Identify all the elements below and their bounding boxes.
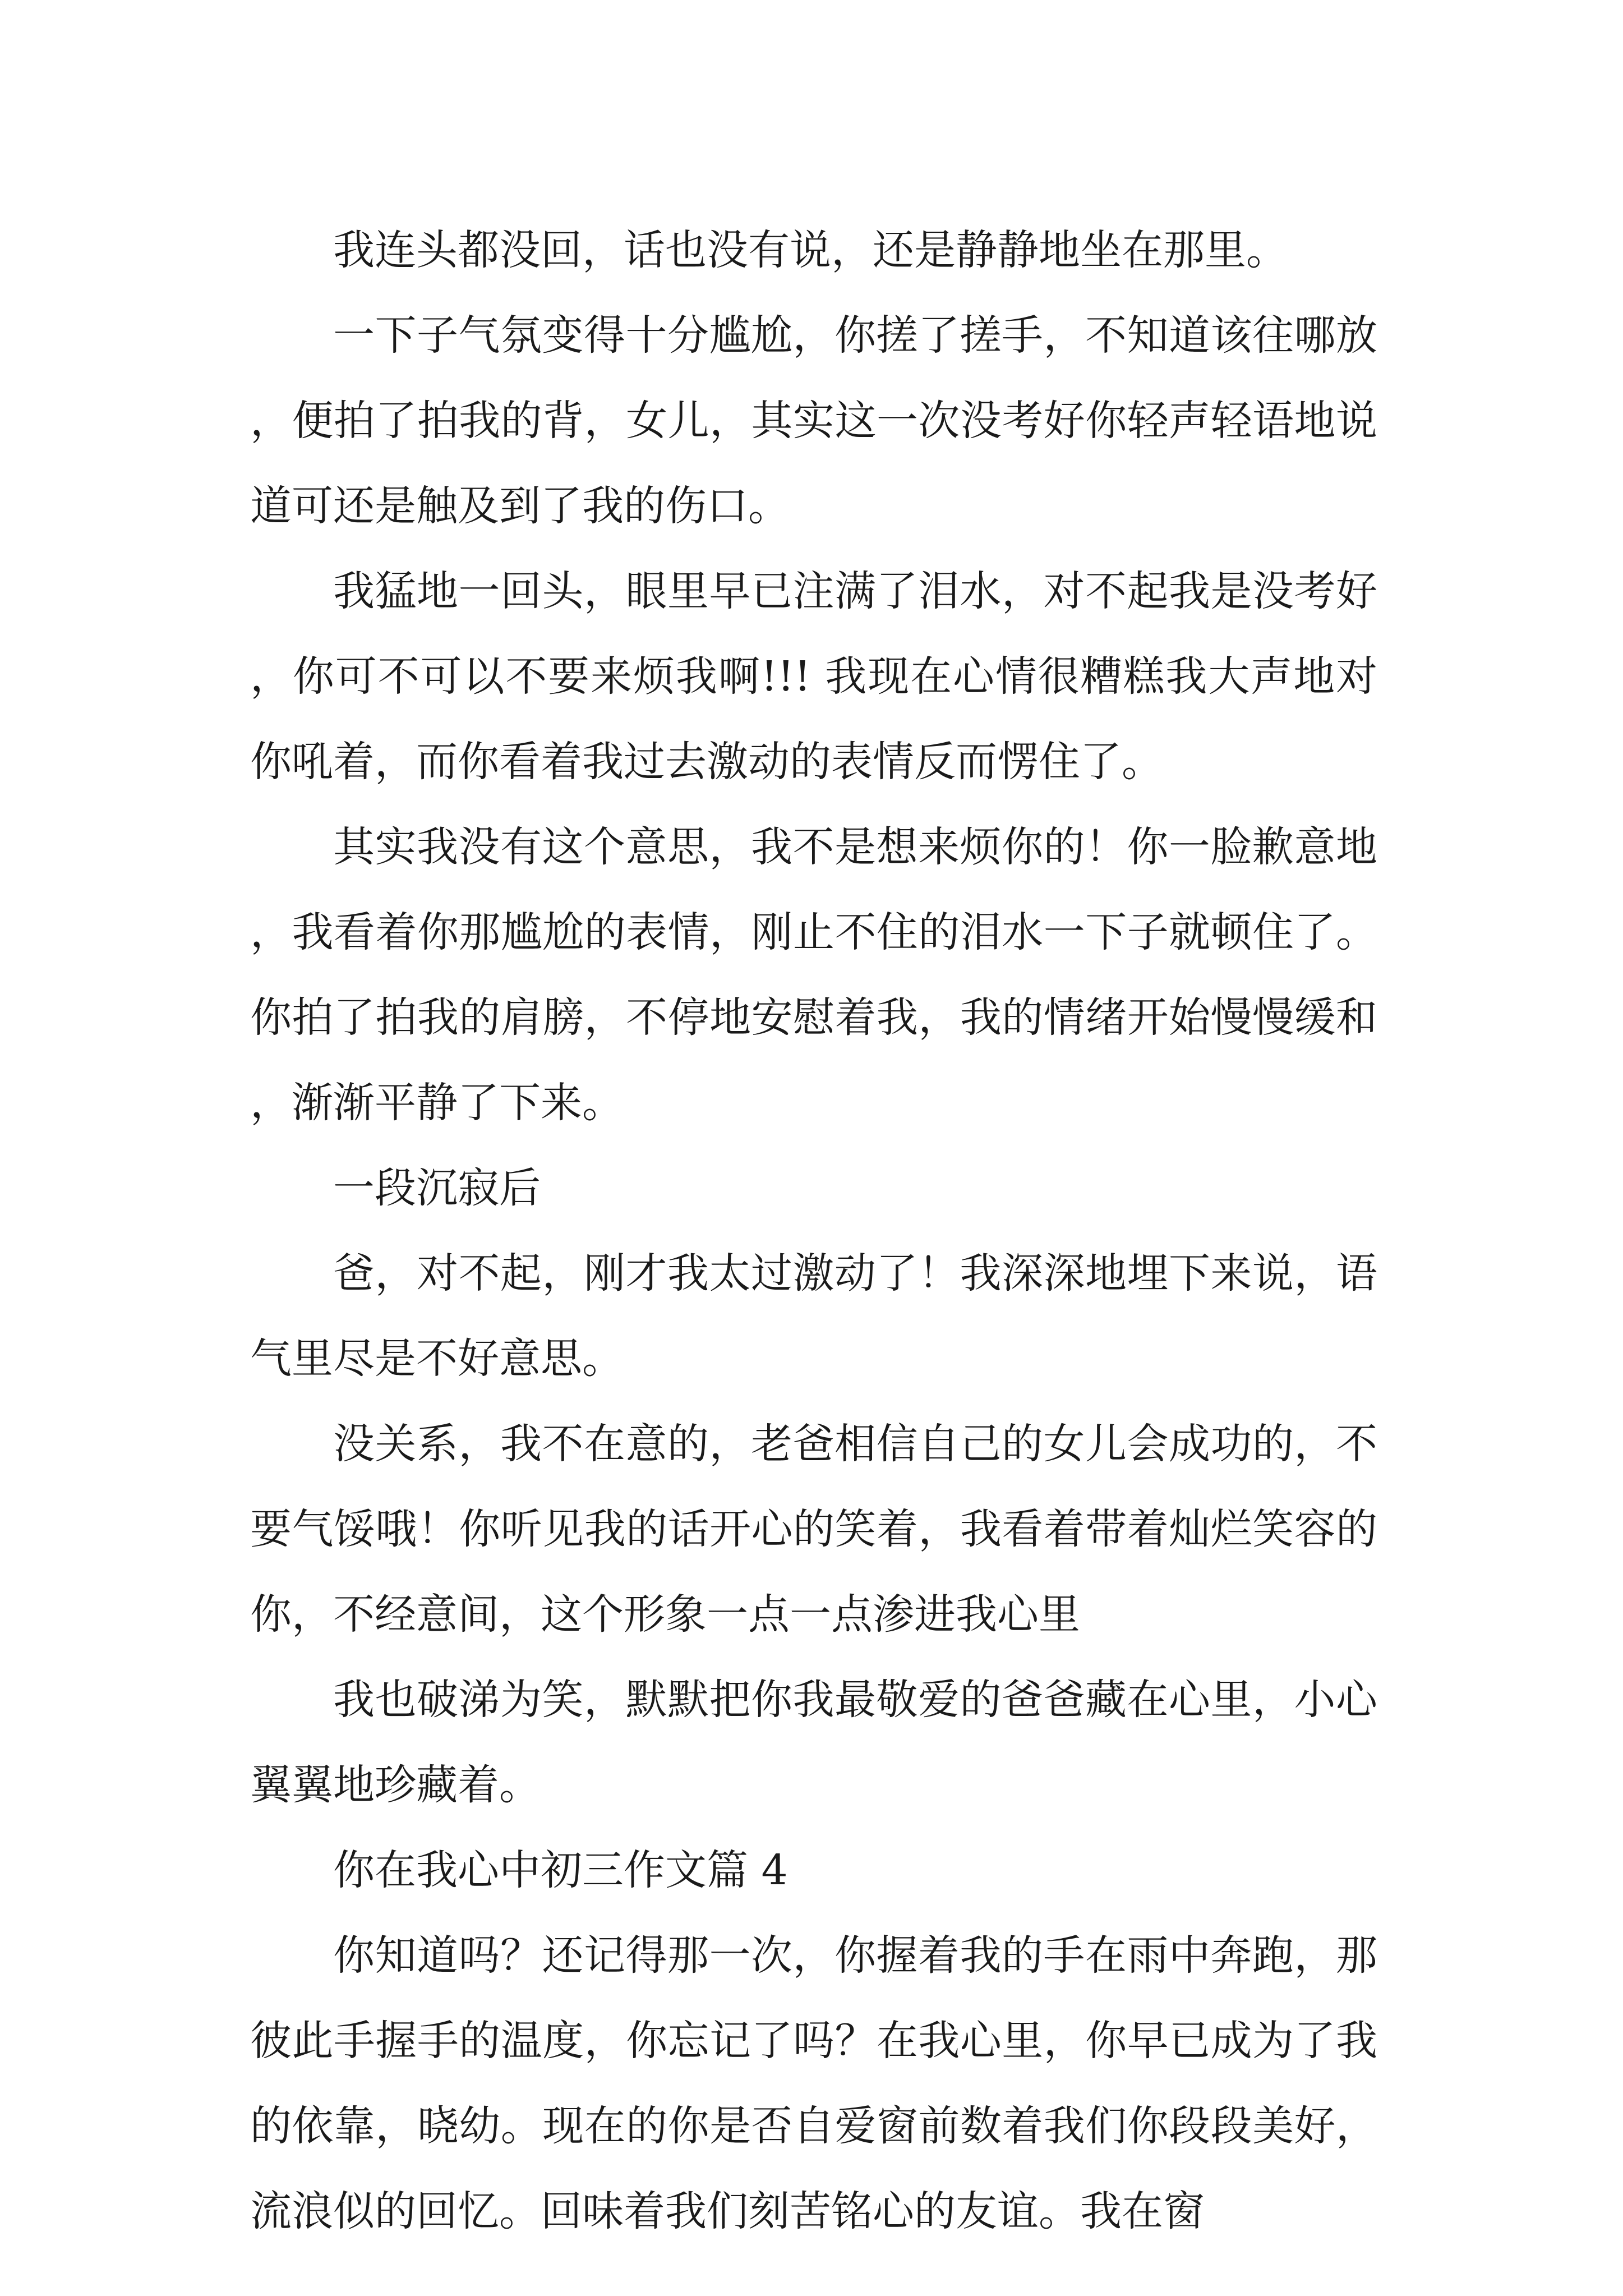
paragraph-8: 我也破涕为笑，默默把你我最敬爱的爸爸藏在心里，小心翼翼地珍藏着。 [250,1676,1377,1809]
paragraph-9: 你知道吗？还记得那一次，你握着我的手在雨中奔跑，那彼此手握手的温度，你忘记了吗？在我心里，你早已成为了我的依靠，晓幼。现在的你是否自爱窗前数着我们你段段美好，流浪似的回忆。回味着我们刻苦铭心的友谊。我在窗 [250,1931,1377,2235]
paragraph-5: 一段沉寂后 [333,1164,541,1212]
paragraph-2: 一下子气氛变得十分尴尬，你搓了搓手，不知道该往哪放，便拍了拍我的背，女儿，其实这一次没考好你轻声轻语地说道可还是触及到了我的伤口。 [250,311,1377,530]
paragraph-3: 我猛地一回头，眼里早已注满了泪水，对不起我是没考好，你可不可以不要来烦我啊!!! 我现在心情很糟糕我大声地对你吼着，而你看着我过去激动的表情反而愣住了。 [250,567,1377,786]
paragraph-4: 其实我没有这个意思，我不是想来烦你的！你一脸歉意地，我看着你那尴尬的表情，刚止不住的泪水一下子就顿住了。你拍了拍我的肩膀，不停地安慰着我，我的情绪开始慢慢缓和，渐渐平静了下来。 [250,823,1377,1127]
paragraph-1: 我连头都没回，话也没有说，还是静静地坐在那里。 [333,226,1288,274]
paragraph-6: 爸，对不起，刚才我太过激动了！我深深地埋下来说，语气里尽是不好意思。 [250,1249,1377,1383]
document-body [250,208,1377,2254]
paragraph-7: 没关系，我不在意的，老爸相信自己的女儿会成功的，不要气馁哦！你听见我的话开心的笑着，我看着带着灿烂笑容的你，不经意间，这个形象一点一点渗进我心里 [250,1420,1377,1639]
section-heading: 你在我心中初三作文篇 4 [333,1846,788,1894]
